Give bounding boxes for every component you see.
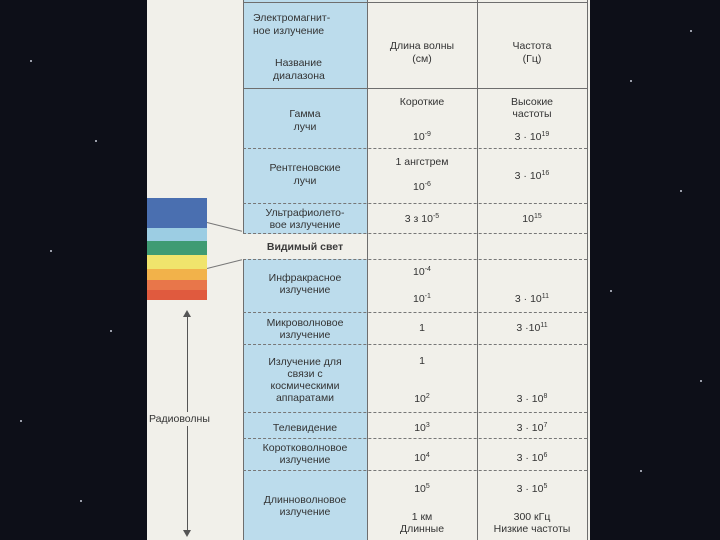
xray-wavelength-label: 1 ангстрем bbox=[395, 156, 449, 168]
uv-wavelength: 3 з $10^{-5}$ bbox=[404, 213, 440, 225]
band-ir-line2: излучение bbox=[279, 284, 331, 296]
tv-wavelength: $10^3$ bbox=[414, 422, 430, 434]
longwave-frequency-bottom2: Низкие частоты bbox=[493, 523, 571, 535]
ir-wavelength-1: $10^{-4}$ bbox=[413, 266, 431, 278]
star bbox=[640, 470, 642, 472]
header-col2-line1: Длина волны bbox=[389, 40, 455, 52]
star bbox=[95, 140, 97, 142]
divider bbox=[243, 344, 587, 345]
header-col1-line3: Название bbox=[275, 57, 322, 69]
space-frequency: $3 \cdot 10^8$ bbox=[516, 393, 548, 405]
spectrum-band bbox=[147, 280, 207, 290]
spectrum-band bbox=[147, 228, 207, 241]
xray-wavelength: $10^{-6}$ bbox=[413, 181, 431, 193]
header-col1-line4: диалазона bbox=[273, 70, 325, 82]
radio-waves-label: Радиоволны bbox=[149, 413, 210, 425]
header-col3-line2: (Гц) bbox=[522, 53, 542, 65]
xray-frequency: $3 \cdot 10^{16}$ bbox=[514, 170, 550, 182]
header-col3-line1: Частота bbox=[512, 40, 552, 52]
star bbox=[30, 60, 32, 62]
band-uv-line2: вое излучение bbox=[269, 219, 341, 231]
space-wavelength-1: 1 bbox=[419, 355, 425, 367]
band-space-line1: Излучение для bbox=[268, 356, 342, 368]
band-longwave-line1: Длинноволновое bbox=[263, 494, 347, 506]
header-col2-line2: (см) bbox=[412, 53, 432, 65]
microwave-wavelength: 1 bbox=[419, 322, 425, 334]
uv-frequency: $10^{15}$ bbox=[522, 213, 542, 225]
gamma-frequency-label1: Высокие bbox=[510, 96, 554, 108]
shortwave-frequency: $3 \cdot 10^6$ bbox=[516, 452, 548, 464]
band-space-line4: аппаратами bbox=[275, 392, 335, 404]
spectrum-band bbox=[147, 290, 207, 300]
band-xray-line2: лучи bbox=[293, 175, 317, 187]
gamma-frequency: $3 \cdot 10^{19}$ bbox=[514, 131, 550, 143]
table-border-mid1 bbox=[367, 0, 368, 540]
divider bbox=[243, 259, 587, 260]
band-xray-line1: Рентгеновские bbox=[269, 162, 341, 174]
spectrum-band bbox=[147, 255, 207, 269]
divider bbox=[243, 312, 587, 313]
band-space-line2: связи с bbox=[287, 368, 323, 380]
band-space-line3: космическими bbox=[270, 380, 340, 392]
spectrum-band bbox=[147, 198, 207, 228]
band-gamma-line1: Гамма bbox=[289, 108, 321, 120]
header-col1-line1: Электромагнит- bbox=[253, 12, 331, 24]
space-wavelength-2: $10^2$ bbox=[414, 393, 430, 405]
header-col1-line2: ное излучение bbox=[253, 25, 325, 37]
tv-frequency: $3 \cdot 10^7$ bbox=[516, 422, 548, 434]
spectrum-band bbox=[147, 241, 207, 255]
band-ir-line1: Инфракрасное bbox=[268, 272, 342, 284]
star bbox=[700, 380, 702, 382]
divider bbox=[243, 148, 587, 149]
star bbox=[20, 420, 22, 422]
band-tv-line1: Телевидение bbox=[272, 422, 338, 434]
divider bbox=[243, 438, 587, 439]
star bbox=[610, 290, 612, 292]
table-border-right bbox=[587, 0, 588, 540]
star bbox=[50, 250, 52, 252]
divider bbox=[243, 203, 587, 204]
longwave-wavelength-bottom2: Длинные bbox=[399, 523, 445, 535]
longwave-wavelength-bottom1: 1 км bbox=[411, 511, 433, 523]
gamma-frequency-label2: частоты bbox=[512, 108, 552, 120]
divider bbox=[243, 412, 587, 413]
band-longwave-line2: излучение bbox=[279, 506, 331, 518]
header-divider bbox=[243, 88, 587, 89]
star bbox=[110, 330, 112, 332]
gamma-wavelength: $10^{-9}$ bbox=[413, 131, 431, 143]
table-border-left bbox=[243, 0, 244, 540]
band-gamma-line2: лучи bbox=[293, 121, 317, 133]
band-uv-line1: Ультрафиолето- bbox=[265, 207, 345, 219]
band-microwave-line1: Микроволновое bbox=[266, 317, 344, 329]
microwave-frequency: $3 \cdot 10^{11}$ bbox=[516, 322, 548, 334]
gamma-wavelength-label: Короткие bbox=[399, 96, 445, 108]
longwave-frequency-bottom1: 300 кГц bbox=[513, 511, 551, 523]
band-shortwave-line2: излучение bbox=[279, 454, 331, 466]
table-border-mid2 bbox=[477, 0, 478, 540]
star bbox=[680, 190, 682, 192]
ir-wavelength-2: $10^{-1}$ bbox=[413, 293, 431, 305]
spectrum-band bbox=[147, 269, 207, 280]
table-top-border bbox=[243, 2, 587, 3]
divider bbox=[243, 470, 587, 471]
band-microwave-line2: излучение bbox=[279, 329, 331, 341]
longwave-frequency: $3 \cdot 10^5$ bbox=[516, 483, 548, 495]
ir-frequency: $3 \cdot 10^{11}$ bbox=[514, 293, 550, 305]
arrow-down-icon bbox=[183, 530, 191, 537]
star bbox=[690, 30, 692, 32]
shortwave-wavelength: $10^4$ bbox=[414, 452, 430, 464]
band-visible-label: Видимый свет bbox=[266, 241, 344, 253]
star bbox=[80, 500, 82, 502]
longwave-wavelength: $10^5$ bbox=[414, 483, 430, 495]
connector-line bbox=[207, 222, 242, 232]
connector-line bbox=[207, 259, 242, 269]
band-shortwave-line1: Коротковолновое bbox=[262, 442, 348, 454]
spectrum-table-page bbox=[147, 0, 590, 540]
star bbox=[630, 80, 632, 82]
